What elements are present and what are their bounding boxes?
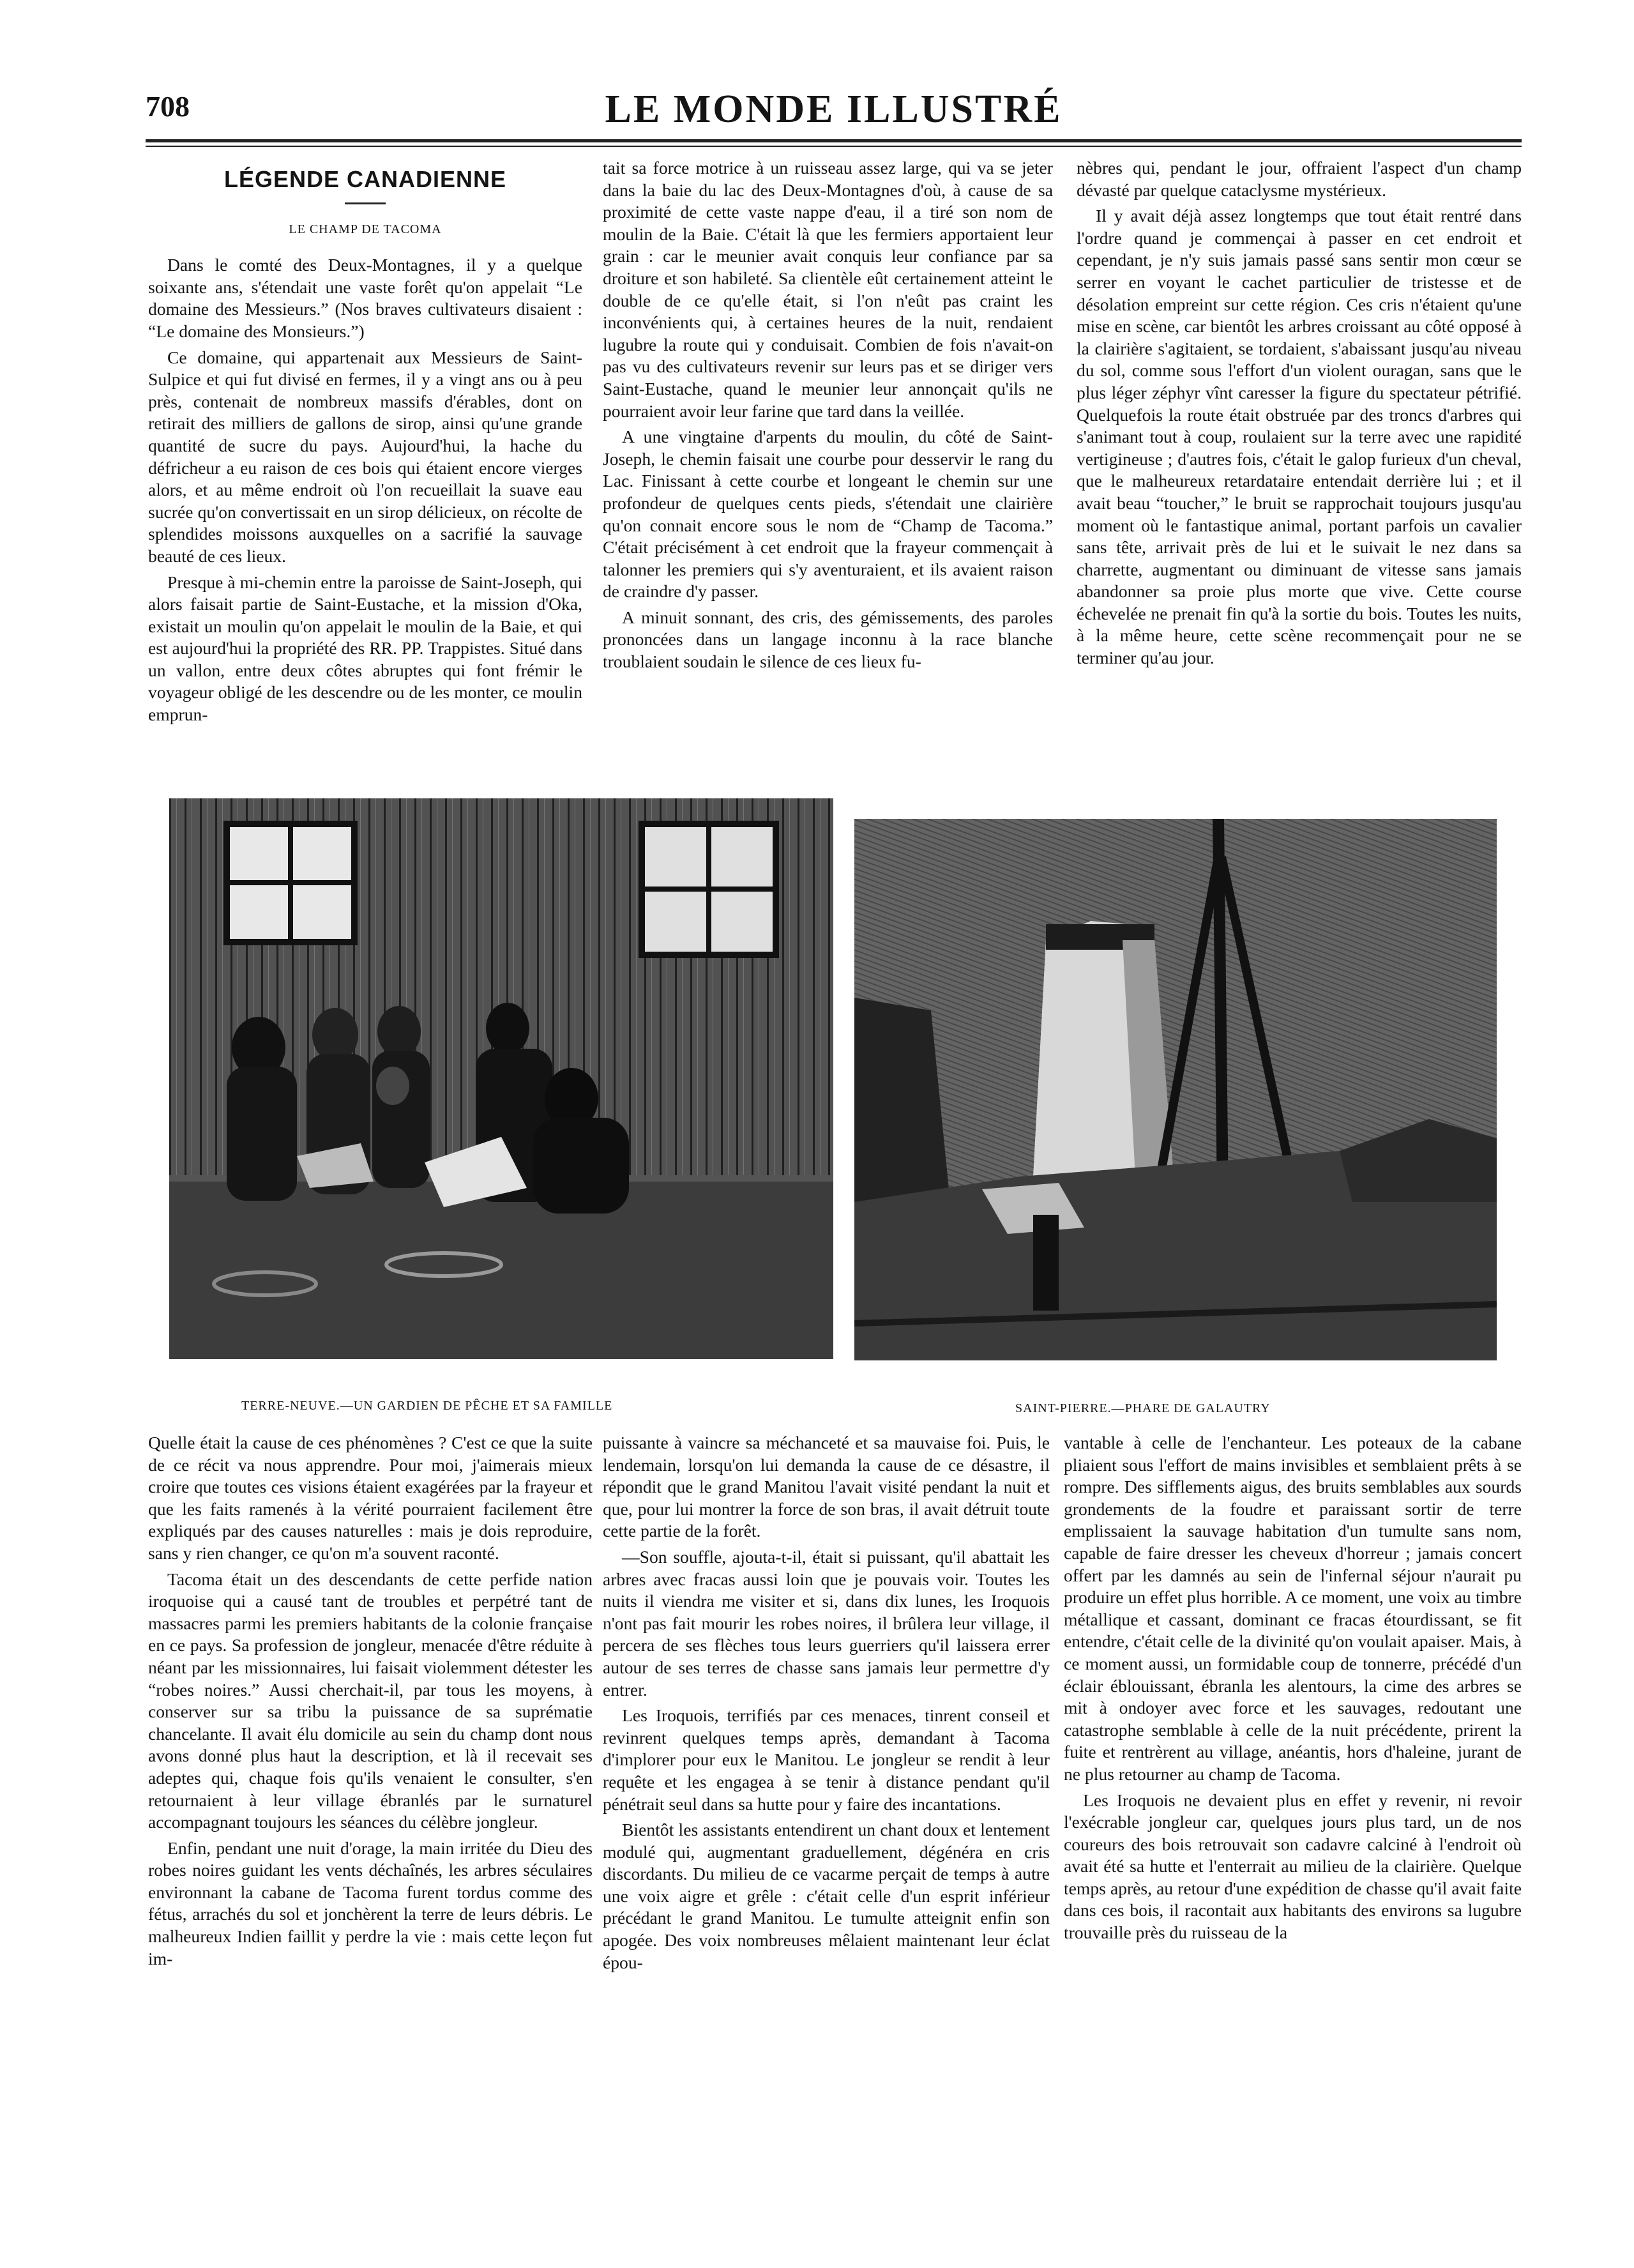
header-rule xyxy=(146,139,1522,142)
header-rule-thin xyxy=(146,146,1522,147)
paragraph: Les Iroquois, terrifiés par ces menaces, tinrent conseil et revinrent quelques temps après, demandant à Tacoma d'implorer pour eux le Manitou. Le jongleur se rendit à leur requête et les engagea à se tenir à distance pendant qu'il pénétrait seul dans sa hutte pour y faire des incantations. xyxy=(603,1705,1050,1814)
article-title: LÉGENDE CANADIENNE xyxy=(223,166,507,192)
paragraph: Presque à mi-chemin entre la paroisse de Saint-Joseph, qui alors faisait partie de Saint-Eustache, et la mission d'Oka, existait un moulin qu'on appelait le moulin de la Baie, et qui est aujourd'hui la propriété des RR. PP. Trappistes. Situé dans un vallon, entre deux côtes abruptes qui font frémir le voyageur obligé de les descendre ou de les monter, ce moulin emprun- xyxy=(148,572,582,725)
newspaper-title: LE MONDE ILLUSTRÉ xyxy=(605,88,1063,131)
top-column-3 xyxy=(1077,157,1522,673)
paragraph: vantable à celle de l'enchanteur. Les poteaux de la cabane pliaient sous l'effort de mains invisibles et semblaient prêts à se rompre. Des sifflements aigus, des bruits semblables aux sourds grondements de la foudre et paraissant sortir de terre emplissaient la sauvage habitation d'un tumulte sans nom, capable de faire dresser les cheveux d'horreur ; jamais concert offert par les damnés au sein de l'infernal séjour n'aurait pu produire un effet plus horrible. A ce moment, une voix au timbre métallique et cassant, dominant ce fracas étourdissant, se fit entendre, c'était celle de la divinité qu'on voulait apaiser. Mais, à ce moment aussi, un formidable coup de tonnerre, précédé d'un éclair éblouissant, ébranla les alentours, la cime des arbres se mit à ondoyer avec force et les sauvages, redoutant une catastrophe semblable à celle de la nuit précédente, prirent la fuite et rentrèrent au village, anéantis, hors d'haleine, jurant de ne plus retourner au champ de Tacoma. xyxy=(1064,1433,1522,1784)
paragraph: Dans le comté des Deux-Montagnes, il y a quelque soixante ans, s'étendait une vaste forêt qu'on appelait “Le domaine des Messieurs.” (Nos braves cultivateurs disaient : “Le domaine des Monsieurs.”) xyxy=(148,255,582,341)
figure-caption-right: SAINT-PIERRE.—PHARE DE GALAUTRY xyxy=(1015,1401,1271,1415)
paragraph: Quelle était la cause de ces phénomènes ? C'est ce que la suite de ce récit va nous apprendre. Pour moi, j'aimerais mieux croire que toutes ces visions étaient exagérées par la frayeur et que les faits ramenés à la vérité pourraient facilement être expliqués par des causes naturelles : mais je dois reproduire, sans y rien changer, ce qu'on m'a souvent raconté. xyxy=(148,1433,593,1563)
paragraph: tait sa force motrice à un ruisseau assez large, qui va se jeter dans la baie du lac des Deux-Montagnes d'où, à cause de sa proximité de cette vaste nappe d'eau, il a tiré son nom de moulin de la Baie. C'était là que les fermiers apportaient leur grain : car le meunier avait conquis leur confiance par sa droiture et son habileté. Sa clientèle eût certainement atteint le double de ce qu'elle était, si l'on n'eût pas craint les inconvénients qui, à certaines heures de la nuit, rendaient lugubre la route qui y conduisait. Combien de fois n'avait-on pas vu des cultivateurs revenir sur leurs pas et se diriger vers Saint-Eustache, quand le meunier leur annonçait qu'ils ne pourraient avoir leur farine que tard dans la veillée. xyxy=(603,158,1053,421)
paragraph: Les Iroquois ne devaient plus en effet y revenir, ni revoir l'exécrable jongleur car, quelques jours plus tard, un de nos coureurs des bois retrouvait son cadavre calciné à l'endroit où avait été sa hutte et l'enterrait au milieu de la clairière. Quelque temps après, au retour d'une expédition de chasse qu'il avait faite dans ces bois, il racontait aux habitants des environs sa lugubre trouvaille près du ruisseau de la xyxy=(1064,1790,1522,1943)
paragraph: Il y avait déjà assez longtemps que tout était rentré dans l'ordre quand je commençai à passer en cet endroit et cependant, je n'y suis jamais passé sans sentir mon cœur se serrer en voyant le cachet particulier de tristesse et de désolation empreint sur cette région. Ces cris n'étaient qu'une mise en scène, car bientôt les arbres croissant au côté opposé à la clairière s'agitaient, se tordaient, s'abaissant jusqu'au niveau du sol, comme sous l'effort d'un violent ouragan, sans que le plus léger zéphyr vînt caresser la figure du spectateur pétrifié. Quelquefois la route était obstruée par des troncs d'arbres qui s'animant tout à coup, roulaient sur la terre avec une rapidité vertigineuse ; d'autres fois, c'était le galop furieux d'un cheval, que le malheureux retardataire entendait derrière lui ; et il avait beau “toucher,” le bruit se rapprochait toujours jusqu'au moment où le fantastique animal, portant parfois un cavalier sans tête, arrivait près de lui et le suivait le nez dans sa charrette, augmentant ou diminuant de vitesse sans jamais abandonner sa proie plus morte que vive. Cette course échevelée ne prenait fin qu'à la sortie du bois. Toutes les nuits, à la même heure, cette scène recommençait pour ne se terminer qu'au jour. xyxy=(1077,206,1522,668)
top-column-1 xyxy=(148,164,582,730)
engraving-galautry-lighthouse xyxy=(854,819,1497,1360)
engraving-fishing-guardian-family xyxy=(169,798,833,1359)
article-subtitle: LE CHAMP DE TACOMA xyxy=(289,222,442,236)
paragraph: nèbres qui, pendant le jour, offraient l'aspect d'un champ dévasté par quelque cataclysme mystérieux. xyxy=(1077,158,1522,200)
bottom-column-2 xyxy=(603,1432,1050,1977)
paragraph: Enfin, pendant une nuit d'orage, la main irritée du Dieu des robes noires guidant les vents déchaînés, les arbres séculaires environnant la cabane de Tacoma furent tordus comme des fétus, arrachés du sol et jonchèrent la terre de leurs débris. Le malheureux Indien faillit y perdre la vie : mais cette leçon fut im- xyxy=(148,1838,593,1968)
masthead xyxy=(146,82,1522,143)
paragraph: Ce domaine, qui appartenait aux Messieurs de Saint-Sulpice et qui fut divisé en fermes, il y a vingt ans ou à peu près, contenait de nombreux massifs d'érables, dont on retirait des milliers de gallons de sirop, ainsi qu'une grande quantité de sucre du pays. Aujourd'hui, la hache du défricheur a eu raison de ces bois qui étaient encore vierges alors, et au même endroit où l'on recueillait la suave eau sucrée qu'on convertissait en un sirop délicieux, on récolte de splendides moissons auxquelles on a sacrifié la sauvage beauté de ces lieux. xyxy=(148,347,582,566)
paragraph: —Son souffle, ajouta-t-il, était si puissant, qu'il abattait les arbres avec fracas aussi loin que je pouvais voir. Toutes les nuits il viendra me visiter et si, dans dix lunes, les Iroquois n'ont pas fait mourir les robes noires, il brûlera leur village, il percera de ses flèches tous leurs guerriers qu'il laissera errer autour de ses terres de chasse sans jamais leur permettre d'y entrer. xyxy=(603,1546,1050,1700)
bottom-column-3 xyxy=(1064,1432,1522,1948)
paragraph: Tacoma était un des descendants de cette perfide nation iroquoise qui a causé tant de troubles et perpétré tant de massacres parmi les premiers habitants de la colonie française en ce pays. Sa profession de jongleur, menacée d'être réduite à néant par les missionnaires, lui faisait violemment détester les “robes noires.” Aussi cherchait-il, par tous les moyens, à conserver sur sa tribu la puissance de sa suprématie chancelante. Il avait élu domicile au sein du champ dont nous avons donné plus haut la description, et là il recevait ses adeptes qui, chaque fois qu'ils venaient le consulter, s'en retournaient à leur village ébranlés par le surnaturel accompagnant toujours les séances du célèbre jongleur. xyxy=(148,1569,593,1832)
figure-caption-left: TERRE-NEUVE.—UN GARDIEN DE PÊCHE ET SA FAMILLE xyxy=(241,1399,613,1413)
page-number: 708 xyxy=(146,90,190,123)
paragraph: A minuit sonnant, des cris, des gémissements, des paroles prononcées dans un langage inconnu à la race blanche troublaient soudain le silence de ces lieux fu- xyxy=(603,607,1053,672)
paragraph: Bientôt les assistants entendirent un chant doux et lentement modulé qui, augmentant graduellement, dégénéra en cris discordants. Du milieu de ce vacarme perçait de temps à autre une voix aigre et grêle : c'était celle d'un esprit inférieur précédant le grand Manitou. Le tumulte atteignit enfin son apogée. Des voix nombreuses mêlaient maintenant leur éclat épou- xyxy=(603,1820,1050,1972)
paragraph: puissante à vaincre sa méchanceté et sa mauvaise foi. Puis, le lendemain, lorsqu'on lui demanda la cause de ce désastre, il répondit que le grand Manitou l'avait visité pendant la nuit et que, pour lui montrer la force de son bras, il avait détruit toute cette partie de la forêt. xyxy=(603,1433,1050,1541)
title-divider xyxy=(345,202,386,204)
paragraph: A une vingtaine d'arpents du moulin, du côté de Saint-Joseph, le chemin faisait une courbe pour desservir le rang du Lac. Finissant à cette courbe et longeant le chemin sur une profondeur de quelques cents pieds, s'étendait une clairière qu'on connait encore sous le nom de “Champ de Tacoma.” C'était précisément à cet endroit que la frayeur commençait à talonner les premiers qui s'y aventuraient, et ils avaient raison de craindre d'y passer. xyxy=(603,427,1053,602)
top-column-2 xyxy=(603,157,1053,677)
bottom-column-1 xyxy=(148,1432,593,1974)
